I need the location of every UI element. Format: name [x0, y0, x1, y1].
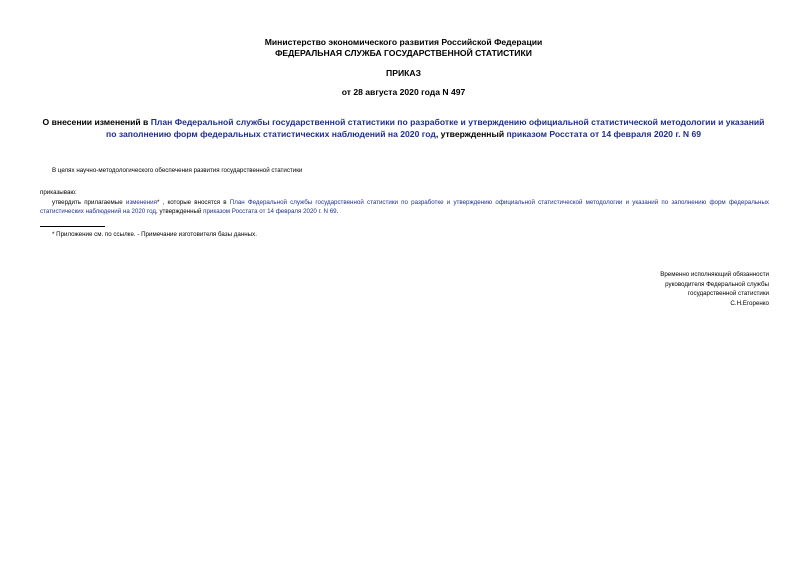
title-plan-link[interactable]: План Федеральной службы государственной статистики по разработке и утверждению официальной статистической методологии и указаний по заполнению форм федеральных статистических наблюдений на 2020 год — [106, 117, 765, 139]
footnote-divider — [40, 226, 105, 227]
signature-block — [569, 270, 769, 308]
item-plan-link[interactable]: План Федеральной службы государственной статистики по разработке и утверждению официальной статистической методологии и указаний по заполнению форм федеральных статистических наблюдений на 2020 год — [40, 199, 769, 215]
changes-link[interactable]: изменения — [125, 199, 157, 206]
order-item-paragraph — [40, 198, 769, 216]
item-prefix: утвердить прилагаемые — [52, 199, 126, 206]
signature-position-line1: Временно исполняющий обязанности — [660, 271, 769, 278]
signature-position-line3: государственной статистики — [687, 290, 769, 297]
item-end: . — [336, 208, 339, 215]
intro-paragraph: В целях научно-методологического обеспечения развития государственной статистики — [52, 167, 303, 174]
footnote-text: * Приложение см. по ссылке. - Примечание изготовителя базы данных. — [52, 231, 257, 238]
title-middle: , утвержденный — [435, 129, 507, 139]
signature-name: С.Н.Егоренко — [730, 299, 769, 307]
signature-position-line2: руководителя Федеральной службы — [665, 280, 769, 288]
item-mid2: , утвержденный — [156, 208, 204, 215]
service-name: ФЕДЕРАЛЬНАЯ СЛУЖБА ГОСУДАРСТВЕННОЙ СТАТИСТИКИ — [275, 48, 532, 58]
document-type: ПРИКАЗ — [386, 68, 421, 78]
document-date: от 28 августа 2020 года N 497 — [341, 87, 466, 97]
footnote-mark: * — [156, 199, 160, 206]
title-prefix: О внесении изменений в — [42, 117, 151, 127]
item-middle: , которые вносятся в — [159, 199, 230, 206]
order-word: приказываю: — [40, 189, 77, 196]
item-order-link[interactable]: приказом Росстата от 14 февраля 2020 г. N 69 — [203, 208, 337, 215]
title-order-link[interactable]: приказом Росстата от 14 февраля 2020 г. N 69 — [506, 129, 701, 139]
ministry-name: Министерство экономического развития Российской Федерации — [264, 37, 543, 47]
document-title — [40, 116, 767, 140]
